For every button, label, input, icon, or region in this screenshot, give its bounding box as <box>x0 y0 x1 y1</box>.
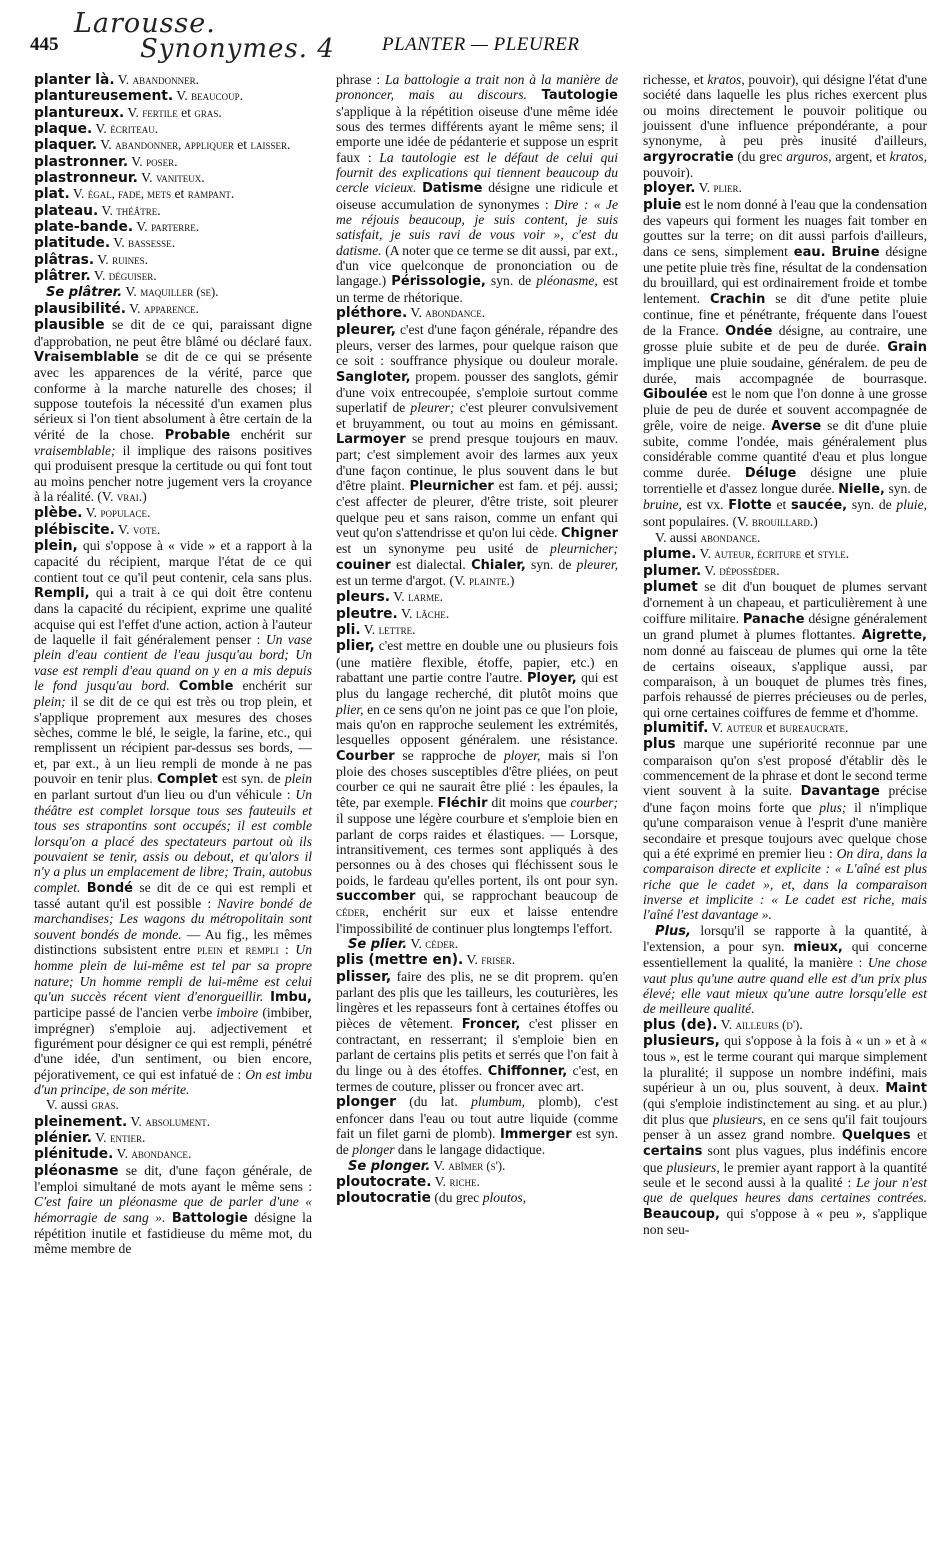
dictionary-entry: plausibilité. V. apparence. <box>34 300 200 317</box>
dictionary-entry: planter là. V. abandonner. <box>34 72 200 88</box>
dictionary-entry: plateau. V. théâtre. <box>34 202 161 219</box>
dictionary-entry: plénitude. V. abondance. <box>34 1146 192 1163</box>
text-column-left <box>34 72 312 1257</box>
dictionary-entry: richesse, et kratos, pouvoir), qui désigne l'état d'une société dans laquelle les plus riches exercent plus ou moins directement le pouvoir politique ou jouissent d'une influence prépondérante, a pour synonyme, à peu près inusité d'ailleurs, argyrocratie (du grec arguros, argent, et kratos, pouvoir). <box>643 72 927 181</box>
dictionary-entry: plume. V. auteur, écriture et style. <box>643 546 850 563</box>
dictionary-entry: plus (de). V. ailleurs (d'). <box>643 1016 803 1033</box>
dictionary-entry: pleurer, c'est d'une façon générale, répandre des pleurs, verser des larmes, pour quelque raison que ce soit : souffrance physique ou douleur morale. Sangloter, propem. pousser des sanglots, gémir d'une voix entrecoupée, s'emploie surtout comme superlatif de pleurer; c'est pleurer convulsivement et bruyamment, ou tout au moins en gémissant. Larmoyer se prend presque toujours en mauv. part; c'est simplement avoir des larmes aux yeux d'une façon continue, le plus souvent dans le but d'être plaint. Pleurnicher est fam. et péj. aussi; c'est affecter de pleurer, d'être triste, soit pleurer quelque peu et sans raison, comme un enfant qui veut qu'on s'attendrisse et qu'on lui cède. Chigner est un synonyme peu usité de pleurnicher; couiner est dialectal. Chialer, syn. de pleurer, est un terme d'argot. (V. plainte.) <box>336 321 619 588</box>
dictionary-entry: pli. V. lettre. <box>336 622 416 639</box>
dictionary-entry: plaquer. V. abandonner, appliquer et laisser. <box>34 137 291 154</box>
dictionary-entry: plausible se dit de ce qui, paraissant digne d'approbation, ne peut être blâmé ou déclaré faux. Vraisemblable se dit de ce qui se présente avec les apparences de la vérité, parce que conforme à la marche naturelle des choses; il suppose toutefois la nécessité d'un examen plus sérieux si l'on tient absolument à être certain de la vérité de la chose. Probable enchérit sur vraisemblable; il implique des raisons positives qui produisent presque la certitude ou qui font tout au moins pencher notre jugement vers la croyance à la réalité. (V. vrai.) <box>34 317 313 504</box>
handwritten-annotation: Larousse. <box>74 8 216 39</box>
handwritten-annotation: Synonymes. 4 <box>140 34 335 64</box>
dictionary-entry: V. aussi gras. <box>46 1097 119 1113</box>
dictionary-entry: plâtrer. V. déguiser. <box>34 268 157 285</box>
dictionary-entry: plusieurs, qui s'oppose à la fois à « un » et à « tous », est le terme courant qui marque simplement la pluralité; il suppose un nombre indéfini, mais supérieur à un ou, plus souvent, à deux. Maint (qui s'emploie indistinctement au sing. et au plur.) dit plus que plusieurs, en ce sens qu'il fait toujours penser à un assez grand nombre. Quelques et certains sont plus vagues, plus indéfinis encore que plusieurs, le premier ayant rapport à la quantité seule et le second aussi à la qualité : Le jour n'est que de quelques heures dans certaines contrées. Beaucoup, qui s'oppose à « peu », s'applique non seu- <box>643 1032 928 1238</box>
dictionary-entry: plénier. V. entier. <box>34 1130 146 1147</box>
dictionary-entry: Se plier. V. céder. <box>348 935 459 952</box>
dictionary-entry: pleutre. V. lâche. <box>336 605 450 622</box>
dictionary-entry: plat. V. égal, fade, mets et rampant. <box>34 186 235 203</box>
dictionary-entry: plébiscite. V. vote. <box>34 521 161 538</box>
dictionary-entry: plate-bande. V. parterre. <box>34 219 200 236</box>
dictionary-entry: plonger (du lat. plumbum, plomb), c'est enfoncer dans l'eau ou tout autre liquide (comme fait un filet garni de plomb). Immerger est syn. de plonger dans le langage didactique. <box>336 1094 618 1158</box>
text-column-middle <box>336 72 618 1207</box>
dictionary-entry: plus marque une supériorité reconnue par une comparaison qu'on s'est proposé d'établir dès le commencement de la phrase et dont le second terme vient souvent à la suite. Davantage précise d'une façon moins forte que plus; il n'implique qu'une comparaison venue à l'esprit d'une manière secondaire et presque toujours avec quelque chose qui a été exprimé en premier lieu : On dira, dans la comparaison directe et explicite : « L'aîné est plus riche que le cadet », et, dans la comparaison inverse et implicite : « Le cadet est riche, mais l'aîné l'est davantage ». <box>643 736 927 923</box>
dictionary-entry: plastronner. V. poser. <box>34 153 178 170</box>
dictionary-entry: pléonasme se dit, d'une façon générale, de l'emploi simultané de mots ayant le même sens : C'est faire un pléonasme que de parler d'une « hémorragie de sang ». Battologie désigne la répétition inutile et fastidieuse du même mot, du même membre de <box>34 1162 312 1257</box>
page-header <box>30 8 920 70</box>
dictionary-entry: pleurs. V. larme. <box>336 589 443 606</box>
dictionary-entry: plantureusement. V. beaucoup. <box>34 88 244 105</box>
page-number: 445 <box>30 34 59 55</box>
running-title: PLANTER — PLEURER <box>382 34 580 55</box>
dictionary-entry: V. aussi abondance. <box>655 529 761 545</box>
dictionary-entry: plastronneur. V. vaniteux. <box>34 170 205 187</box>
dictionary-entry: plisser, faire des plis, ne se dit proprem. qu'en parlant des plis que les tailleurs, les couturières, les lingères et les repasseurs font à certaines étoffes ou pièces de vêtement. Froncer, c'est plisser en contractant, en resserrant; il s'emploie bien en parlant de certains plis petits et serrés que l'on fait à du linge ou à des étoffes. Chiffonner, c'est, en termes de couture, plisser ou froncer avec art. <box>336 968 618 1094</box>
dictionary-entry: plein, qui s'oppose à « vide » et a rapport à la capacité du récipient, marque l'état de ce qui contient tout ce qu'il peut contenir, cela sans plus. Rempli, qui a trait à ce qui doit être contenu dans la capacité du récipient, exprime une qualité acquise qui est l'effet d'une action, action à l'auteur de laquelle il fait généralement penser : Un vase plein d'eau contient de l'eau jusqu'au bord; Un vase est rempli d'eau quand on y en a mis depuis le fond jusqu'au bord. Comble enchérit sur plein; il se dit de ce qui est très ou trop plein, et s'applique proprement aux mesures des choses sèches, comme le blé, le seigle, la farine, etc., qui remplissent un récipient par-dessus ses bords, — et, par ext., à un lieu rempli de monde à ne pas pouvoir en tenir plus. Complet est syn. de plein en parlant surtout d'un lieu ou d'un véhicule : Un théâtre est complet lorsque tous ses fauteuils et tous ses strapontins sont occupés; il est comble lorsqu'on a placé des spectateurs partout où ils pouvaient se tenir, assis ou debout, et qu'alors il n'y a plus un emplacement de libre; Train, autobus complet. Bondé se dit de ce qui est rempli et tassé autant qu'il est possible : Navire bondé de marchandises; Les wagons du métropolitain sont souvent bondés de monde. — Au fig., les mêmes distinctions subsistent entre plein et rempli : Un homme plein de lui-même est tel par sa propre nature; Un homme rempli de lui-même est celui qu'un succès récent vient d'enorgueillir. Imbu, participe passé de l'ancien verbe imboire (imbiber, imprégner) s'emploie auj. adjectivement et figurément pour désigner ce qui est rempli, pénétré d'une idée, d'un sentiment, ou bien encore, péjorativement, ce qui est infatué de : On est imbu d'un principe, de son mérite. <box>34 537 313 1097</box>
dictionary-entry: plumitif. V. auteur et bureaucrate. <box>643 720 849 737</box>
dictionary-entry: ploutocrate. V. riche. <box>336 1174 480 1191</box>
dictionary-entry: plaque. V. écriteau. <box>34 121 159 138</box>
dictionary-entry: plantureux. V. fertile et gras. <box>34 104 222 121</box>
dictionary-entry: plumet se dit d'un bouquet de plumes servant d'ornement à un chapeau, et particulièrement à une coiffure militaire. Panache désigne généralement un grand plumet à plumes flottantes. Aigrette, nom donné au faisceau de plumes qui orne la tête de certains oiseaux, s'applique aussi, par comparaison, à un bouquet de plumes très fines, parfois rehaussé de pierres précieuses ou de perles, qui orne certaines coiffures de femme et d'homme. <box>643 579 927 720</box>
dictionary-entry: Se plâtrer. V. maquiller (se). <box>46 284 219 301</box>
dictionary-entry: platitude. V. bassesse. <box>34 235 176 252</box>
dictionary-entry: pléthore. V. abondance. <box>336 305 486 322</box>
dictionary-entry: pluie est le nom donné à l'eau que la condensation des vapeurs qui forment les nuages fait tomber en gouttes sur la terre; on dit aussi parfois d'ailleurs, dans ce sens, simplement eau. Bruine désigne une petite pluie très fine, résultat de la condensation du brouillard, qui est ordinairement froide et tombe lentement. Crachin se dit d'une petite pluie continue, fine et pénétrante, fréquente dans l'ouest de la France. Ondée désigne, au contraire, une grosse pluie subite et de peu de durée. Grain implique une pluie soudaine, généralem. de peu de durée, mais accompagnée de bourrasque. Giboulée est le nom que l'on donne à une grosse pluie de peu de durée et souvent accompagnée de grêle, voire de neige. Averse se dit d'une pluie subite, comme l'ondée, mais généralement plus considérable comme quantité d'eau et plus longue comme durée. Déluge désigne une pluie torrentielle et d'assez longue durée. Nielle, syn. de bruine, est vx. Flotte et saucée, syn. de pluie, sont populaires. (V. brouillard.) <box>643 196 928 529</box>
dictionary-entry: Plus, lorsqu'il se rapporte à la quantité, à l'extension, a pour syn. mieux, qui concerne essentiellement la qualité, la manière : Une chose vaut plus qu'une autre quand elle est d'un prix plus élevé; elle vaut mieux qu'une autre lorsqu'elle est de meilleure qualité. <box>643 922 927 1017</box>
text-column-right <box>643 72 927 1237</box>
dictionary-entry: plumer. V. déposséder. <box>643 562 780 579</box>
dictionary-entry: plis (mettre en). V. friser. <box>336 952 516 969</box>
dictionary-entry: ploutocratie (du grec ploutos, <box>336 1190 527 1207</box>
dictionary-entry: plèbe. V. populace. <box>34 505 151 522</box>
dictionary-entry: ployer. V. plier. <box>643 180 742 197</box>
dictionary-entry: Se plonger. V. abîmer (s'). <box>348 1157 506 1174</box>
dictionary-entry: plâtras. V. ruines. <box>34 251 149 268</box>
dictionary-entry: pleinement. V. absolument. <box>34 1113 211 1130</box>
dictionary-entry: plier, c'est mettre en double une ou plusieurs fois (une matière flexible, étoffe, papier, etc.) en rabattant une partie contre l'autre. Ployer, qui est plus du langage recherché, dit plutôt moins que plier, en ce sens qu'on ne joint pas ce que l'on ploie, mais qu'on en rapproche seulement les extrémités, lesquelles opposent généralem. une résistance. Courber se rapproche de ployer, mais si l'on ploie des choses susceptibles d'être pliées, on peut courber ce qui ne saurait être plié : les épaules, la tête, par exemple. Fléchir dit moins que courber; il suppose une légère courbure et s'emploie bien en parlant de corps raides et élastiques. — Lorsque, intransitivement, ces termes sont appliqués à des personnes ou à des choses qui fléchissent sous le poids, le fardeau qu'elles portent, ils ont pour syn. succomber qui, se rapprochant beaucoup de céder, enchérit sur eux et laisse entendre l'impossibilité de continuer plus longtemps l'effort. <box>336 638 618 936</box>
dictionary-entry: phrase : La battologie a trait non à la manière de prononcer, mais au discours. Tautologie s'applique à la répétition oiseuse d'une même idée sous des termes différents ayant le même sens; il emporte une idée de pédanterie et suppose un esprit faux : La tautologie est le défaut de celui qui fournit des explications qui tiennent beaucoup du cercle vicieux. Datisme désigne une ridicule et oiseuse accumulation de synonymes : Dire : « Je me réjouis beaucoup, je suis content, je suis satisfait, je suis ravi de vous voir », c'est du datisme. (A noter que ce terme se dit aussi, par ext., d'un vice quelconque de prononciation ou de langage.) Périssologie, syn. de pléonasme, est un terme de rhétorique. <box>336 72 619 305</box>
